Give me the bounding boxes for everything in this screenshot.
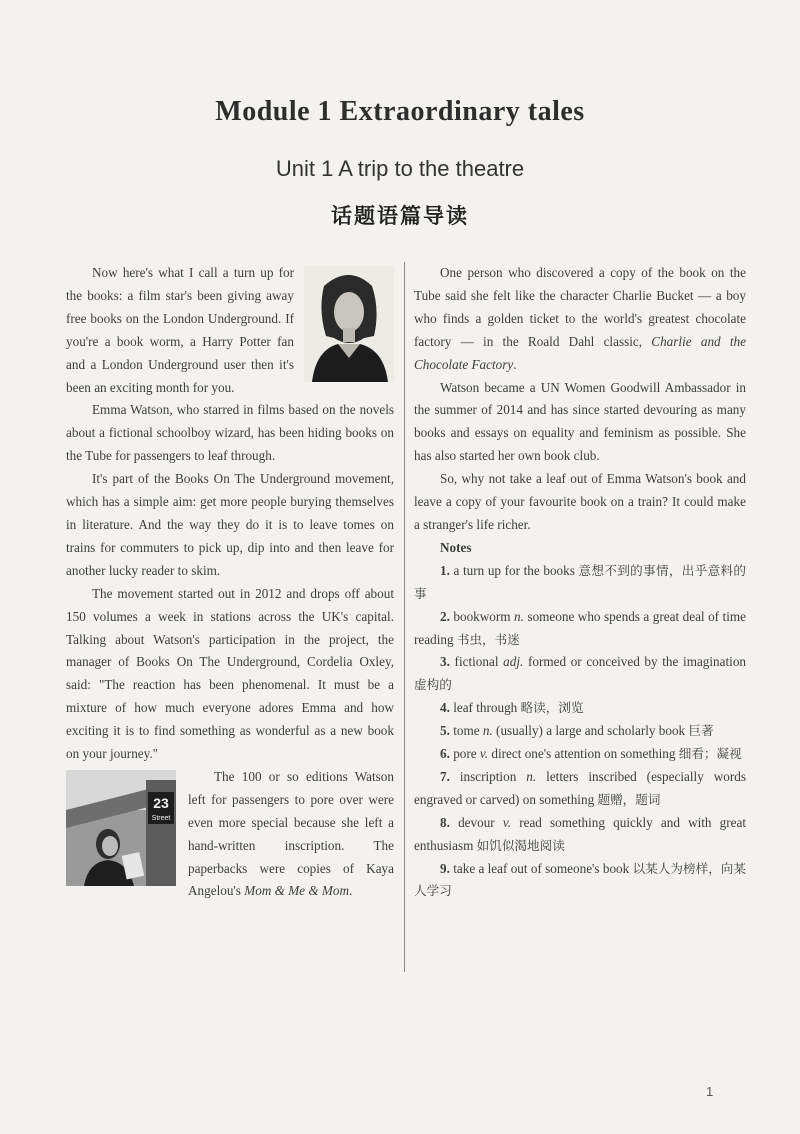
- note-num: 6.: [440, 746, 450, 762]
- note-cn: 意想不到的事情，出乎意料的事: [414, 562, 747, 601]
- module-title: Module 1 Extraordinary tales: [215, 96, 585, 127]
- note-cn: 虚构的: [414, 677, 452, 693]
- note-def: letters inscribed (especially words engraved or carved) on something: [414, 768, 747, 807]
- note-cn: 如饥似渴地阅读: [476, 837, 565, 853]
- note-def: (usually) a large and scholarly book: [496, 723, 686, 739]
- unit-title: Unit 1 A trip to the theatre: [275, 156, 525, 181]
- note-num: 1.: [440, 562, 450, 578]
- page-number: 1: [706, 1084, 714, 1099]
- article-paragraph-6-text: One person who discovered a copy of the book on the Tube said she felt like the character Charlie Bucket — a boy who finds a golden ticket to the world's greatest chocolate factory — in the Roald Dahl classic,: [414, 265, 746, 349]
- street-sign-number: 23: [153, 794, 169, 811]
- note-def: formed or conceived by the imagination: [527, 654, 747, 670]
- note-pos: n.: [482, 723, 493, 739]
- emma-watson-photo: [304, 266, 394, 382]
- note-en: bookworm: [453, 608, 511, 624]
- right-column: [414, 262, 746, 903]
- note-cn: 略读，浏览: [520, 700, 584, 716]
- note-item: [414, 651, 746, 697]
- note-en: devour: [458, 814, 495, 830]
- book-title: Mom & Me & Mom: [244, 883, 349, 899]
- note-num: 3.: [440, 654, 450, 670]
- note-item: [414, 606, 746, 652]
- note-item: [414, 858, 746, 904]
- note-num: 2.: [440, 608, 450, 624]
- left-column: [66, 262, 394, 903]
- article-paragraph-6: One person who discovered a copy of the book on the Tube said she felt like the character Charlie Bucket — a boy who finds a golden ticket to the world's greatest chocolate factory — in the Roald Dahl classic, Charlie and the Chocolate Factory.: [414, 265, 746, 372]
- note-num: 7.: [440, 768, 450, 784]
- note-item: [414, 720, 746, 743]
- note-en: take a leaf out of someone's book: [453, 860, 630, 876]
- dahl-book-title: Charlie and the Chocolate Factory: [414, 333, 746, 372]
- note-cn: 细看；凝视: [678, 746, 742, 762]
- note-cn: 巨著: [688, 723, 714, 739]
- note-def: someone who spends a great deal of time reading: [414, 608, 746, 647]
- note-item: [414, 697, 746, 720]
- note-en: inscription: [459, 768, 517, 784]
- note-pos: n.: [526, 768, 537, 784]
- street-sign-photo: [66, 770, 176, 886]
- article-paragraph-2: Emma Watson, who starred in films based on the novels about a fictional schoolboy wizard, has been hiding books on the Tube for passengers to leaf through.: [66, 402, 394, 464]
- note-en: pore: [453, 746, 477, 762]
- article-paragraph-1: Now here's what I call a turn up for the books: a film star's been giving away free books on the London Underground. If you're a book worm, a Harry Potter fan and a London Underground user then it's been an exciting month for you.: [66, 265, 294, 395]
- note-cn: 书虫，书迷: [456, 631, 520, 647]
- article-paragraph-7: Watson became a UN Women Goodwill Ambassador in the summer of 2014 and has since started devouring as many books and essays on equality and feminism as possible. She has also started her own book club.: [414, 379, 746, 464]
- article-paragraph-3: It's part of the Books On The Underground movement, which has a simple aim: get more people burying themselves in literature. And the way they do it is to leave tomes on trains for commuters to pick up, dip into and then leave for another lucky reader to skim.: [66, 471, 394, 578]
- notes-list: [414, 560, 746, 904]
- note-num: 4.: [440, 700, 450, 716]
- note-def: read something quickly and with great enthusiasm: [414, 814, 747, 853]
- article-paragraph-4: The movement started out in 2012 and drops off about 150 volumes a week in stations across the UK's capital. Talking about Watson's participation in the project, the manager of Books On The Underground, Cordelia Oxley, said: "The reaction has been phenomenal. It must be a mixture of how much everyone adores Emma and how exciting it is to find something as wonderful as a new book on your journey.": [66, 585, 394, 762]
- note-pos: v.: [479, 746, 489, 762]
- column-divider: [404, 262, 405, 972]
- article-paragraph-5-text: The 100 or so editions Watson left for passengers to pore over were even more special because she left a hand-written inscription. The paperbacks were copies of Kaya Angelou's: [188, 768, 394, 899]
- note-pos: v.: [502, 814, 512, 830]
- note-item: [414, 812, 746, 858]
- article-paragraph-5: The 100 or so editions Watson left for passengers to pore over were even more special because she left a hand-written inscription. The paperbacks were copies of Kaya Angelou's Mom & Me & Mom.: [188, 768, 394, 899]
- note-item: [414, 560, 746, 606]
- article-paragraph-8: So, why not take a leaf out of Emma Watson's book and leave a copy of your favourite book on a train? It could make a stranger's life richer.: [414, 471, 746, 532]
- note-item: [414, 766, 746, 812]
- note-en: leaf through: [453, 700, 518, 716]
- note-num: 8.: [440, 814, 450, 830]
- street-sign-text: Street: [151, 814, 171, 822]
- note-pos: adj.: [503, 654, 524, 670]
- note-cn: 题赠，题词: [597, 791, 661, 807]
- note-en: a turn up for the books: [453, 562, 575, 578]
- note-num: 5.: [440, 723, 450, 739]
- note-pos: n.: [514, 608, 524, 624]
- portrait-graphic: [304, 266, 394, 382]
- notes-heading: Notes: [440, 539, 472, 555]
- note-en: tome: [453, 723, 480, 739]
- note-item: [414, 743, 746, 766]
- note-cn: 以某人为榜样，向某人学习: [414, 860, 747, 899]
- note-num: 9.: [440, 860, 450, 876]
- note-def: direct one's attention on something: [491, 746, 676, 762]
- guide-title: 话题语篇导读: [331, 204, 469, 228]
- note-en: fictional: [454, 654, 499, 670]
- street-graphic: [66, 770, 176, 886]
